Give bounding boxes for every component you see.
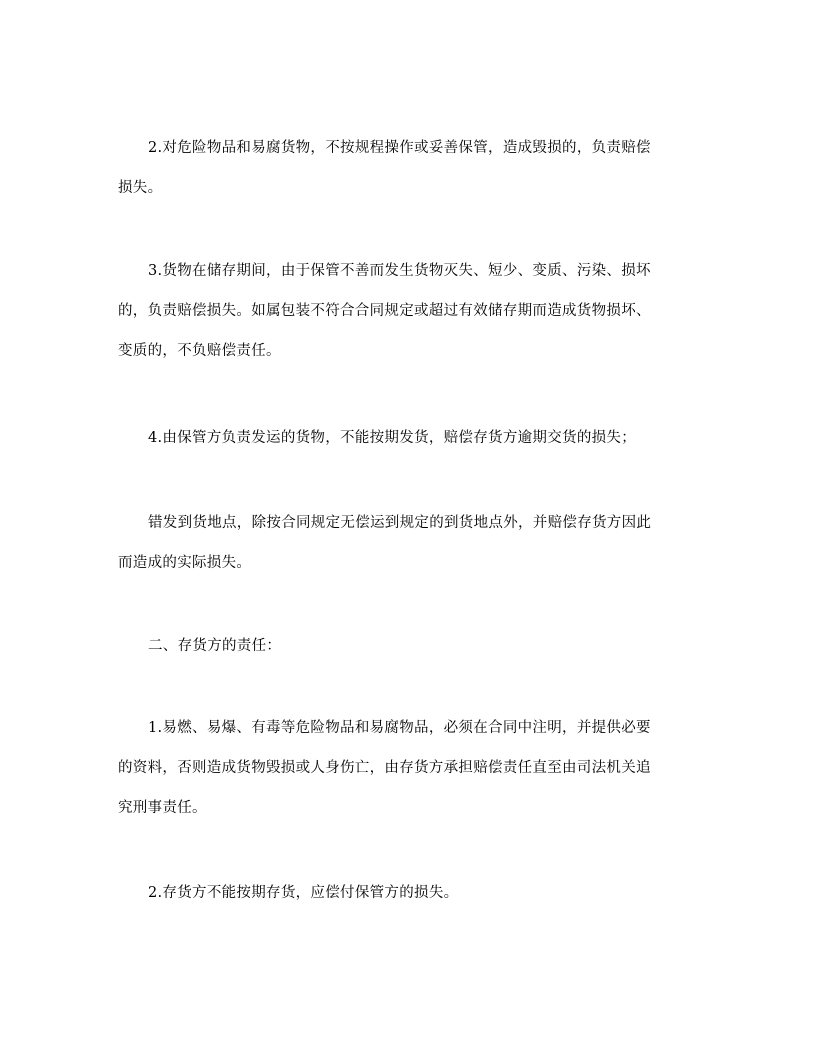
paragraph-line: 的，负责赔偿损失。如属包装不符合合同规定或超过有效储存期而造成货物损坏、: [118, 303, 651, 319]
paragraph-hazardous-declaration: [118, 708, 698, 828]
paragraph-line: 1.易燃、易爆、有毒等危险物品和易腐物品，必须在合同中注明，并提供必要: [148, 720, 651, 736]
paragraph-line: 的资料，否则造成货物毁损或人身伤亡，由存货方承担赔偿责任直至由司法机关追: [118, 760, 651, 776]
paragraph-hazardous-goods-liability: [118, 128, 698, 208]
paragraph-line: 2.对危险物品和易腐货物，不按规程操作或妥善保管，造成毁损的，负责赔偿: [148, 140, 651, 156]
paragraph-line: 4.由保管方负责发运的货物，不能按期发货，赔偿存货方逾期交货的损失；: [148, 430, 637, 446]
section-heading: 二、存货方的责任：: [148, 638, 282, 654]
paragraph-storage-period-liability: [118, 251, 698, 371]
section-heading-depositor-responsibility: [118, 626, 698, 666]
paragraph-line: 2.存货方不能按期存货，应偿付保管方的损失。: [148, 885, 459, 901]
paragraph-line: 错发到货地点，除按合同规定无偿运到规定的到货地点外，并赔偿存货方因此: [148, 515, 652, 531]
paragraph-wrong-destination-liability: [118, 503, 698, 583]
paragraph-shipping-delay-liability: [118, 418, 698, 458]
paragraph-line: 究刑事责任。: [118, 800, 207, 816]
paragraph-line: 而造成的实际损失。: [118, 555, 252, 571]
paragraph-line: 变质的，不负赔偿责任。: [118, 343, 281, 359]
paragraph-line: 3.货物在储存期间，由于保管不善而发生货物灭失、短少、变质、污染、损坏: [148, 263, 651, 279]
paragraph-line: 损失。: [118, 180, 163, 196]
paragraph-late-deposit-compensation: [118, 873, 698, 913]
